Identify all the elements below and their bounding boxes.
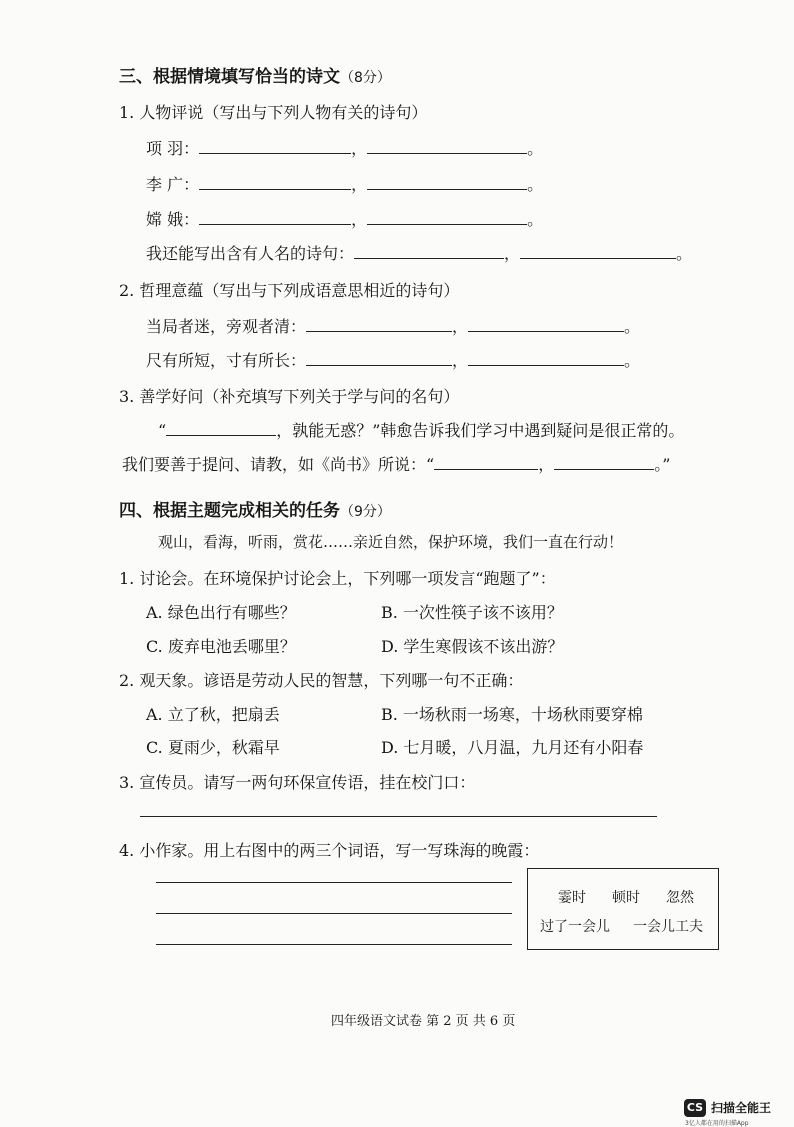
answer-blank[interactable] bbox=[367, 139, 527, 154]
s3-q2-title: 2. 哲理意蕴（写出与下列成语意思相近的诗句） bbox=[119, 281, 460, 300]
s3-q2-item-1: 当局者迷，旁观者清： ， 。 bbox=[146, 317, 641, 336]
answer-blank[interactable] bbox=[554, 455, 654, 470]
scanner-logo-icon: CS bbox=[684, 1099, 706, 1117]
word: 过了一会儿 bbox=[540, 919, 610, 935]
s3-q3-line1: “ ，孰能无惑？”韩愈告诉我们学习中遇到疑问是很正常的。 bbox=[158, 421, 685, 440]
option-c[interactable]: C. 废弃电池丢哪里？ bbox=[146, 637, 296, 656]
s4-q1-title: 1. 讨论会。在环境保护讨论会上，下列哪一项发言“跑题了”： bbox=[119, 569, 556, 588]
word: 霎时 bbox=[558, 890, 586, 906]
word: 一会儿工夫 bbox=[633, 919, 703, 935]
answer-blank[interactable] bbox=[520, 244, 676, 259]
option-c[interactable]: C. 夏雨少，秋霜早 bbox=[146, 738, 280, 757]
scanner-tagline: 3亿人都在用的扫描App bbox=[685, 1120, 749, 1127]
s4-intro: 观山，看海，听雨，赏花……亲近自然，保护环境，我们一直在行动！ bbox=[158, 533, 624, 551]
answer-blank[interactable] bbox=[354, 244, 504, 259]
option-a[interactable]: A. 立了秋，把扇丢 bbox=[146, 705, 280, 724]
answer-blank[interactable] bbox=[367, 175, 527, 190]
s4-q3-title: 3. 宣传员。请写一两句环保宣传语，挂在校门口： bbox=[119, 773, 476, 792]
word: 顿时 bbox=[612, 890, 640, 906]
option-b[interactable]: B. 一次性筷子该不该用？ bbox=[381, 603, 563, 622]
s3-q3-line2: 我们要善于提问、请教，如《尚书》所说：“ ， 。” bbox=[122, 455, 671, 474]
s3-q1-item-xiangyu: 项 羽： ， 。 bbox=[146, 139, 544, 158]
answer-blank[interactable] bbox=[199, 210, 351, 225]
answer-blank[interactable] bbox=[199, 175, 351, 190]
answer-blank[interactable] bbox=[468, 351, 624, 366]
answer-blank[interactable] bbox=[434, 455, 538, 470]
option-d[interactable]: D. 七月暖，八月温，九月还有小阳春 bbox=[381, 738, 644, 757]
s3-q2-item-2: 尺有所短，寸有所长： ， 。 bbox=[146, 351, 641, 370]
slogan-answer-line[interactable] bbox=[140, 816, 657, 817]
s3-q3-title: 3. 善学好问（补充填写下列关于学与问的名句） bbox=[119, 387, 460, 406]
option-b[interactable]: B. 一场秋雨一场寒，十场秋雨要穿棉 bbox=[381, 705, 643, 724]
page-footer: 四年级语文试卷 第 2 页 共 6 页 bbox=[331, 1014, 516, 1029]
answer-blank[interactable] bbox=[306, 317, 452, 332]
word: 忽然 bbox=[666, 890, 694, 906]
s3-q1-title: 1. 人物评说（写出与下列人物有关的诗句） bbox=[119, 103, 428, 122]
s3-q1-item-change: 嫦 娥： ， 。 bbox=[146, 210, 544, 229]
writing-line[interactable] bbox=[156, 913, 512, 914]
word-bank-box bbox=[527, 868, 719, 950]
writing-line[interactable] bbox=[156, 882, 512, 883]
answer-blank[interactable] bbox=[199, 139, 351, 154]
scanner-brand: 扫描全能王 bbox=[711, 1101, 772, 1115]
s3-q1-extra: 我还能写出含有人名的诗句： ， 。 bbox=[146, 244, 693, 263]
answer-blank[interactable] bbox=[306, 351, 452, 366]
s4-q2-title: 2. 观天象。谚语是劳动人民的智慧，下列哪一句不正确： bbox=[119, 671, 524, 690]
s4-q4-title: 4. 小作家。用上右图中的两三个词语，写一写珠海的晚霞： bbox=[119, 841, 540, 860]
writing-line[interactable] bbox=[156, 944, 512, 945]
answer-blank[interactable] bbox=[367, 210, 527, 225]
option-d[interactable]: D. 学生寒假该不该出游？ bbox=[381, 637, 564, 656]
s3-q1-item-liguang: 李 广： ， 。 bbox=[146, 175, 544, 194]
answer-blank[interactable] bbox=[166, 421, 276, 436]
option-a[interactable]: A. 绿色出行有哪些？ bbox=[146, 603, 296, 622]
section4-title: 四、根据主题完成相关的任务（9分） bbox=[119, 501, 391, 521]
answer-blank[interactable] bbox=[468, 317, 624, 332]
section3-title: 三、根据情境填写恰当的诗文（8分） bbox=[119, 67, 391, 87]
